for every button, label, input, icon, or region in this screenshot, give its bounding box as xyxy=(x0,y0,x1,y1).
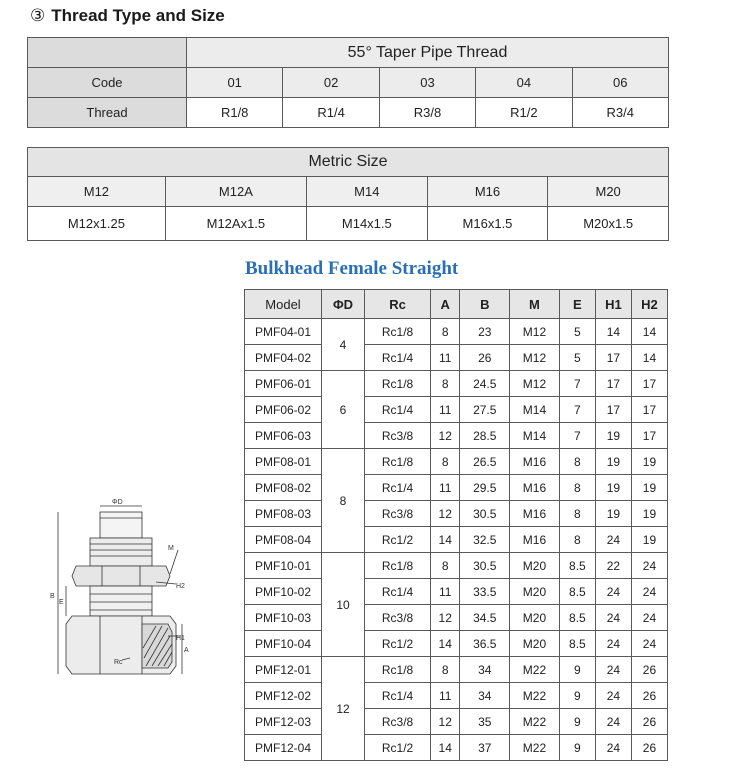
m-cell: M12 xyxy=(510,371,560,397)
b-cell: 27.5 xyxy=(460,397,510,423)
rc-cell: Rc3/8 xyxy=(365,501,431,527)
spec-column-header: Rc xyxy=(365,290,431,319)
rc-cell: Rc3/8 xyxy=(365,709,431,735)
model-cell: PMF12-02 xyxy=(245,683,322,709)
h1-cell: 17 xyxy=(595,345,631,371)
a-cell: 14 xyxy=(431,527,460,553)
b-cell: 34 xyxy=(460,657,510,683)
rc-cell: Rc1/8 xyxy=(365,371,431,397)
b-cell: 30.5 xyxy=(460,501,510,527)
label-e: E xyxy=(59,599,64,606)
h2-cell: 26 xyxy=(631,657,667,683)
model-cell: PMF10-01 xyxy=(245,553,322,579)
code-cell: 06 xyxy=(572,68,668,98)
m-cell: M16 xyxy=(510,449,560,475)
spec-row xyxy=(245,735,668,761)
code-cell: 02 xyxy=(283,68,379,98)
body-thread xyxy=(90,586,152,616)
e-cell: 8 xyxy=(559,449,595,475)
thread-cell: R3/8 xyxy=(379,98,475,128)
b-cell: 26 xyxy=(460,345,510,371)
label-d: ΦD xyxy=(112,499,123,506)
rc-cell: Rc1/8 xyxy=(365,657,431,683)
thread-code-row xyxy=(28,68,669,98)
h2-cell: 24 xyxy=(631,631,667,657)
spec-row xyxy=(245,397,668,423)
e-cell: 9 xyxy=(559,683,595,709)
spec-column-header: E xyxy=(559,290,595,319)
a-cell: 12 xyxy=(431,501,460,527)
metric-code-cell: M12 xyxy=(28,177,166,207)
a-cell: 8 xyxy=(431,449,460,475)
b-cell: 23 xyxy=(460,319,510,345)
thread-value-row xyxy=(28,98,669,128)
h1-cell: 24 xyxy=(595,735,631,761)
b-cell: 29.5 xyxy=(460,475,510,501)
rc-cell: Rc1/4 xyxy=(365,683,431,709)
thread-cell: R3/4 xyxy=(572,98,668,128)
spec-row xyxy=(245,683,668,709)
spec-row xyxy=(245,345,668,371)
e-cell: 8.5 xyxy=(559,579,595,605)
e-cell: 7 xyxy=(559,371,595,397)
rc-cell: Rc1/2 xyxy=(365,527,431,553)
spec-table xyxy=(244,289,668,761)
a-cell: 11 xyxy=(431,397,460,423)
diameter-cell: 12 xyxy=(322,657,365,761)
a-cell: 11 xyxy=(431,475,460,501)
b-cell: 34 xyxy=(460,683,510,709)
b-cell: 36.5 xyxy=(460,631,510,657)
tube-body xyxy=(100,512,142,538)
h2-cell: 14 xyxy=(631,345,667,371)
h2-cell: 19 xyxy=(631,501,667,527)
metric-thread-cell: M12x1.25 xyxy=(28,207,166,241)
spec-row xyxy=(245,553,668,579)
h2-cell: 14 xyxy=(631,319,667,345)
e-cell: 7 xyxy=(559,397,595,423)
fitting-drawing xyxy=(50,498,200,684)
e-cell: 8 xyxy=(559,475,595,501)
h1-cell: 17 xyxy=(595,371,631,397)
h2-cell: 26 xyxy=(631,709,667,735)
rc-cell: Rc1/4 xyxy=(365,397,431,423)
e-cell: 9 xyxy=(559,735,595,761)
h1-cell: 17 xyxy=(595,397,631,423)
h1-cell: 24 xyxy=(595,683,631,709)
spec-row xyxy=(245,371,668,397)
a-cell: 8 xyxy=(431,371,460,397)
h1-cell: 24 xyxy=(595,631,631,657)
b-cell: 35 xyxy=(460,709,510,735)
m-cell: M14 xyxy=(510,423,560,449)
a-cell: 8 xyxy=(431,319,460,345)
rc-cell: Rc3/8 xyxy=(365,605,431,631)
e-cell: 9 xyxy=(559,657,595,683)
b-cell: 37 xyxy=(460,735,510,761)
spec-row xyxy=(245,449,668,475)
a-cell: 14 xyxy=(431,631,460,657)
spec-row xyxy=(245,579,668,605)
e-cell: 8.5 xyxy=(559,605,595,631)
a-cell: 8 xyxy=(431,657,460,683)
h2-cell: 19 xyxy=(631,475,667,501)
model-cell: PMF10-02 xyxy=(245,579,322,605)
rc-cell: Rc1/4 xyxy=(365,345,431,371)
e-cell: 8.5 xyxy=(559,631,595,657)
e-cell: 8 xyxy=(559,527,595,553)
spec-column-header: M xyxy=(510,290,560,319)
diameter-cell: 4 xyxy=(322,319,365,371)
rc-cell: Rc1/4 xyxy=(365,579,431,605)
h2-cell: 17 xyxy=(631,423,667,449)
m-cell: M22 xyxy=(510,735,560,761)
b-cell: 30.5 xyxy=(460,553,510,579)
h1-cell: 19 xyxy=(595,423,631,449)
label-b: B xyxy=(50,593,55,600)
spec-column-header: H1 xyxy=(595,290,631,319)
b-cell: 26.5 xyxy=(460,449,510,475)
spec-row xyxy=(245,709,668,735)
a-cell: 11 xyxy=(431,345,460,371)
model-cell: PMF04-02 xyxy=(245,345,322,371)
product-title: Bulkhead Female Straight xyxy=(245,258,459,279)
m-cell: M20 xyxy=(510,579,560,605)
model-cell: PMF06-02 xyxy=(245,397,322,423)
thread-label: Thread xyxy=(28,98,187,128)
spec-row xyxy=(245,527,668,553)
b-cell: 28.5 xyxy=(460,423,510,449)
metric-size-table xyxy=(27,147,669,241)
metric-thread-cell: M16x1.5 xyxy=(427,207,548,241)
h2-cell: 19 xyxy=(631,527,667,553)
code-cell: 04 xyxy=(476,68,572,98)
spec-row xyxy=(245,423,668,449)
model-cell: PMF08-03 xyxy=(245,501,322,527)
model-cell: PMF08-02 xyxy=(245,475,322,501)
h1-cell: 24 xyxy=(595,657,631,683)
label-a: A xyxy=(184,647,189,654)
m-cell: M22 xyxy=(510,683,560,709)
h2-cell: 24 xyxy=(631,605,667,631)
metric-thread-row xyxy=(28,207,669,241)
thread-table-header: 55° Taper Pipe Thread xyxy=(187,38,669,68)
h2-cell: 17 xyxy=(631,371,667,397)
h2-cell: 17 xyxy=(631,397,667,423)
thread-table-corner xyxy=(28,38,187,68)
h1-cell: 24 xyxy=(595,709,631,735)
m-cell: M20 xyxy=(510,553,560,579)
lock-nut xyxy=(72,566,170,586)
a-cell: 11 xyxy=(431,579,460,605)
h1-cell: 19 xyxy=(595,475,631,501)
spec-header-row xyxy=(245,290,668,319)
a-cell: 12 xyxy=(431,709,460,735)
m-cell: M22 xyxy=(510,709,560,735)
spec-column-header: Model xyxy=(245,290,322,319)
rc-cell: Rc1/2 xyxy=(365,631,431,657)
spec-column-header: ΦD xyxy=(322,290,365,319)
rc-cell: Rc3/8 xyxy=(365,423,431,449)
code-label: Code xyxy=(28,68,187,98)
model-cell: PMF10-03 xyxy=(245,605,322,631)
h2-cell: 26 xyxy=(631,683,667,709)
rc-cell: Rc1/8 xyxy=(365,319,431,345)
rc-cell: Rc1/4 xyxy=(365,475,431,501)
m-cell: M14 xyxy=(510,397,560,423)
metric-code-cell: M12A xyxy=(165,177,306,207)
m-cell: M16 xyxy=(510,475,560,501)
m-cell: M20 xyxy=(510,631,560,657)
thread-type-table xyxy=(27,37,669,128)
spec-row xyxy=(245,319,668,345)
h1-cell: 19 xyxy=(595,501,631,527)
m-cell: M22 xyxy=(510,657,560,683)
h1-cell: 14 xyxy=(595,319,631,345)
spec-row xyxy=(245,605,668,631)
thread-cell: R1/2 xyxy=(476,98,572,128)
leader-m xyxy=(170,550,178,574)
section-title xyxy=(30,6,225,26)
e-cell: 8.5 xyxy=(559,553,595,579)
spec-column-header: B xyxy=(460,290,510,319)
a-cell: 12 xyxy=(431,605,460,631)
metric-table-header: Metric Size xyxy=(28,148,669,177)
e-cell: 8 xyxy=(559,501,595,527)
m-cell: M12 xyxy=(510,345,560,371)
section-cut xyxy=(142,624,172,668)
model-cell: PMF10-04 xyxy=(245,631,322,657)
m-cell: M16 xyxy=(510,527,560,553)
m-cell: M16 xyxy=(510,501,560,527)
a-cell: 8 xyxy=(431,553,460,579)
e-cell: 9 xyxy=(559,709,595,735)
diameter-cell: 6 xyxy=(322,371,365,449)
metric-thread-cell: M14x1.5 xyxy=(307,207,428,241)
h2-cell: 26 xyxy=(631,735,667,761)
diameter-cell: 10 xyxy=(322,553,365,657)
metric-thread-cell: M20x1.5 xyxy=(548,207,669,241)
section-number: ③ xyxy=(30,6,46,25)
m-cell: M20 xyxy=(510,605,560,631)
a-cell: 12 xyxy=(431,423,460,449)
spec-row xyxy=(245,657,668,683)
e-cell: 5 xyxy=(559,345,595,371)
h1-cell: 24 xyxy=(595,605,631,631)
spec-body xyxy=(245,319,668,761)
diameter-cell: 8 xyxy=(322,449,365,553)
rc-cell: Rc1/8 xyxy=(365,553,431,579)
model-cell: PMF06-01 xyxy=(245,371,322,397)
spec-column-header: A xyxy=(431,290,460,319)
metric-thread-cell: M12Ax1.5 xyxy=(165,207,306,241)
metric-code-cell: M14 xyxy=(307,177,428,207)
code-cell: 01 xyxy=(187,68,283,98)
a-cell: 14 xyxy=(431,735,460,761)
b-cell: 33.5 xyxy=(460,579,510,605)
b-cell: 34.5 xyxy=(460,605,510,631)
h1-cell: 22 xyxy=(595,553,631,579)
b-cell: 24.5 xyxy=(460,371,510,397)
thread-cell: R1/4 xyxy=(283,98,379,128)
thread-cell: R1/8 xyxy=(187,98,283,128)
label-h2: H2 xyxy=(176,583,185,590)
label-h1: H1 xyxy=(176,635,185,642)
model-cell: PMF12-01 xyxy=(245,657,322,683)
e-cell: 7 xyxy=(559,423,595,449)
h1-cell: 24 xyxy=(595,579,631,605)
spec-column-header: H2 xyxy=(631,290,667,319)
h2-cell: 19 xyxy=(631,449,667,475)
rc-cell: Rc1/8 xyxy=(365,449,431,475)
m-cell: M12 xyxy=(510,319,560,345)
h2-cell: 24 xyxy=(631,553,667,579)
model-cell: PMF08-01 xyxy=(245,449,322,475)
spec-row xyxy=(245,475,668,501)
spec-row xyxy=(245,501,668,527)
model-cell: PMF12-04 xyxy=(245,735,322,761)
metric-code-cell: M16 xyxy=(427,177,548,207)
upper-thread xyxy=(90,538,152,566)
label-rc: Rc xyxy=(114,659,123,666)
metric-code-row xyxy=(28,177,669,207)
label-m: M xyxy=(168,545,174,552)
model-cell: PMF08-04 xyxy=(245,527,322,553)
h1-cell: 19 xyxy=(595,449,631,475)
h1-cell: 24 xyxy=(595,527,631,553)
e-cell: 5 xyxy=(559,319,595,345)
h2-cell: 24 xyxy=(631,579,667,605)
b-cell: 32.5 xyxy=(460,527,510,553)
metric-code-cell: M20 xyxy=(548,177,669,207)
code-cell: 03 xyxy=(379,68,475,98)
rc-cell: Rc1/2 xyxy=(365,735,431,761)
a-cell: 11 xyxy=(431,683,460,709)
section-title-text: Thread Type and Size xyxy=(51,6,225,25)
model-cell: PMF06-03 xyxy=(245,423,322,449)
model-cell: PMF12-03 xyxy=(245,709,322,735)
spec-row xyxy=(245,631,668,657)
model-cell: PMF04-01 xyxy=(245,319,322,345)
